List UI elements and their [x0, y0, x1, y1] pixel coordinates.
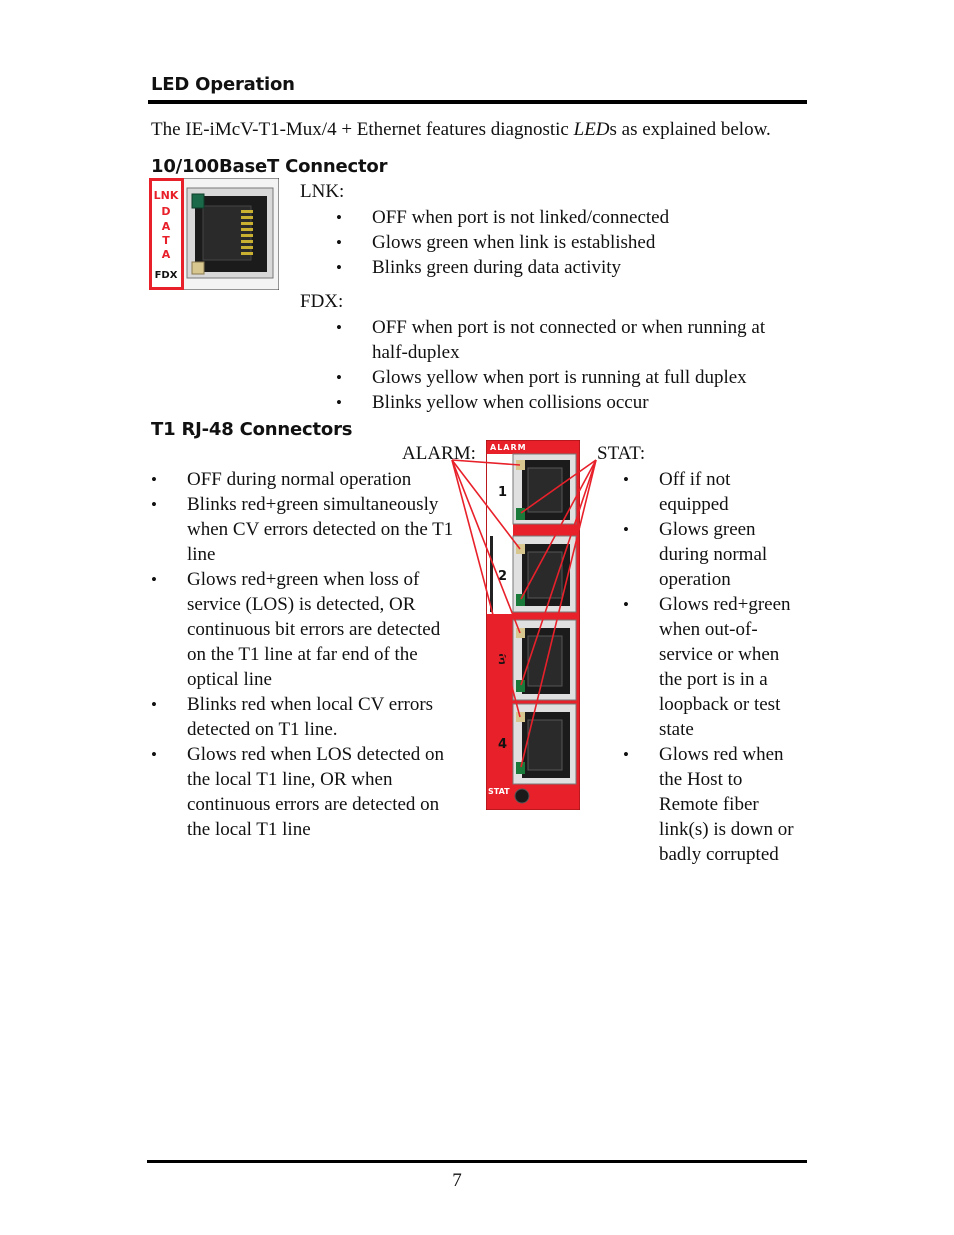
port-3-number: 3: [498, 653, 508, 668]
footer-rule: [147, 1160, 807, 1163]
ethernet-connector-image: [149, 178, 279, 290]
page-number: 7: [452, 1170, 462, 1191]
t1-heading: T1 RJ-48 Connectors: [151, 419, 353, 440]
stat-led-icon: [516, 680, 525, 692]
list-item: • Blinks red+green simultaneously when CV errors detected on the T1 line: [187, 492, 461, 567]
panel-stat-label: STAT: [488, 787, 510, 796]
fdx-led-icon: [192, 262, 204, 274]
list-item: • Glows green when link is established: [372, 230, 802, 255]
fdx-heading: FDX:: [300, 291, 344, 312]
list-item: • Glows red+green when out-of-service or when the port is in a loopback or test state: [659, 592, 799, 742]
list-item: • OFF when port is not connected or when running at half-duplex: [372, 315, 792, 365]
alarm-led-icon: [516, 628, 525, 638]
intro-after: s as explained below.: [609, 119, 771, 140]
port-2-number: 2: [498, 569, 508, 584]
list-item: • Glows yellow when port is running at full duplex: [372, 365, 792, 390]
lnk-led-icon: [192, 194, 204, 208]
data-letter-t: T: [162, 234, 170, 247]
stat-led-icon: [515, 789, 529, 803]
intro-led-italic: LED: [573, 119, 610, 140]
data-letter-a1: A: [161, 220, 171, 233]
stat-led-icon: [516, 594, 525, 606]
list-item: • OFF during normal operation: [187, 467, 461, 492]
section-heading: LED Operation: [151, 74, 295, 95]
lnk-list: [372, 205, 802, 280]
alarm-label: ALARM:: [402, 443, 476, 464]
stat-led-icon: [516, 508, 525, 520]
alarm-list: [187, 467, 461, 842]
data-letter-a2: A: [161, 248, 171, 261]
panel-alarm-label: ALARM: [490, 443, 527, 452]
lnk-heading: LNK:: [300, 181, 345, 202]
lnk-label: LNK: [153, 189, 179, 202]
list-item: • Blinks yellow when collisions occur: [372, 390, 792, 415]
list-item: • Blinks green during data activity: [372, 255, 802, 280]
list-item: • Glows red+green when loss of service (LOS) is detected, OR continuous bit errors are detected on the T1 line at far end of the optical line: [187, 567, 461, 692]
list-item: • Glows green during normal operation: [659, 517, 799, 592]
fdx-list: [372, 315, 792, 415]
list-item: • Glows red when LOS detected on the local T1 line, OR when continuous errors are detected on the local T1 line: [187, 742, 461, 842]
t1-panel-image: [486, 440, 580, 810]
alarm-led-icon: [516, 544, 525, 554]
port-4-number: 4: [498, 737, 508, 752]
stat-led-icon: [516, 762, 525, 774]
stat-label: STAT:: [597, 443, 646, 464]
intro-before: The IE-iMcV-T1-Mux/4 + Ethernet features diagnostic: [151, 119, 574, 140]
stat-list: [659, 467, 799, 867]
ethernet-heading: 10/100BaseT Connector: [151, 156, 388, 177]
alarm-led-icon: [516, 460, 525, 470]
list-item: • OFF when port is not linked/connected: [372, 205, 802, 230]
port-1-number: 1: [498, 485, 508, 500]
list-item: • Blinks red when local CV errors detected on T1 line.: [187, 692, 461, 742]
intro-paragraph: [151, 117, 771, 142]
list-item: • Off if not equipped: [659, 467, 799, 517]
fdx-label: FDX: [154, 270, 178, 281]
data-letter-d: D: [161, 205, 171, 218]
list-item: • Glows red when the Host to Remote fiber link(s) is down or badly corrupted: [659, 742, 799, 867]
top-rule: [148, 100, 807, 104]
alarm-led-icon: [516, 712, 525, 722]
